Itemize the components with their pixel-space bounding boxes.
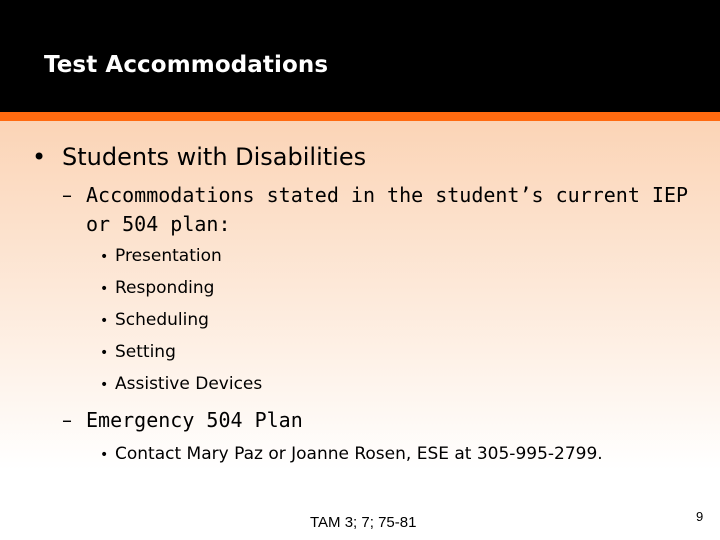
sub-bullet-text: Emergency 504 Plan [86, 408, 303, 432]
bullet-icon: • [100, 345, 109, 361]
bullet-icon: • [100, 249, 109, 265]
bullet-icon: • [100, 313, 109, 329]
sub-bullet-text: Accommodations stated in the student’s current IEP or 504 plan: [86, 183, 689, 236]
list-item-text: Presentation [115, 246, 222, 266]
slide-title: Test Accommodations [44, 52, 329, 78]
main-bullet-text: Students with Disabilities [62, 143, 367, 171]
sub-bullet-accommodations [62, 181, 702, 239]
page-number: 9 [696, 509, 704, 524]
bullet-icon: • [100, 447, 109, 463]
list-item [100, 342, 176, 362]
list-item-text: Assistive Devices [115, 374, 263, 394]
main-bullet [32, 143, 366, 171]
slide-header [0, 0, 720, 112]
bullet-icon: • [100, 377, 109, 393]
list-item [100, 374, 262, 394]
dash-icon: – [62, 408, 72, 432]
list-item [100, 278, 214, 298]
sub-bullet-emergency-plan [62, 406, 702, 435]
bullet-icon: • [100, 281, 109, 297]
list-item-text: Setting [115, 342, 176, 362]
list-item [100, 246, 222, 266]
footer-reference: TAM 3; 7; 75-81 [310, 514, 417, 531]
header-accent-rule [0, 112, 720, 121]
list-item [100, 444, 603, 464]
list-item [100, 310, 209, 330]
dash-icon: – [62, 183, 72, 207]
list-item-text: Contact Mary Paz or Joanne Rosen, ESE at 305-995-2799. [115, 444, 603, 464]
list-item-text: Responding [115, 278, 215, 298]
list-item-text: Scheduling [115, 310, 209, 330]
bullet-icon: • [32, 143, 47, 171]
